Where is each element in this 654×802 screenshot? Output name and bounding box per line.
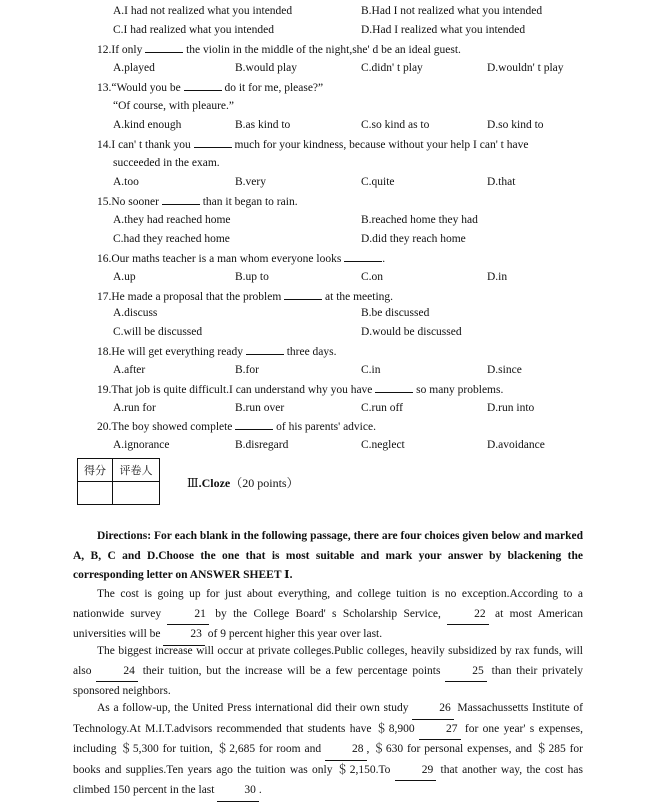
grader-header: 评卷人: [113, 459, 160, 482]
q17-option-d: D.would be discussed: [361, 326, 462, 338]
q17-option-c: C.will be discussed: [113, 326, 203, 338]
q13-option-d: D.so kind to: [487, 119, 544, 131]
q13-reply: “Of course, with pleaure.”: [113, 100, 235, 112]
q19-option-b: B.run over: [235, 402, 285, 414]
q20-option-a: A.ignorance: [113, 439, 170, 451]
blank-23: 23: [163, 625, 205, 646]
q20-option-d: D.avoidance: [487, 439, 545, 451]
answer-blank: [284, 289, 322, 300]
q13-option-b: B.as kind to: [235, 119, 291, 131]
grader-cell[interactable]: [113, 482, 160, 505]
q17-stem: 17.He made a proposal that the problem at the meeting.: [97, 291, 394, 303]
q19-option-d: D.run into: [487, 402, 535, 414]
q18-stem: 18.He will get everything ready three days.: [97, 346, 337, 358]
answer-blank: [375, 382, 413, 393]
section-title: Ⅲ.Cloze（20 points）: [187, 476, 299, 490]
blank-28: 28: [325, 740, 367, 761]
q14-stem-cont: succeeded in the exam.: [113, 157, 220, 169]
q12-option-a: A.played: [113, 62, 155, 74]
q16-option-d: D.in: [487, 271, 508, 283]
q19-option-c: C.run off: [361, 402, 403, 414]
answer-blank: [194, 137, 232, 148]
q20-option-b: B.disregard: [235, 439, 289, 451]
q12-option-c: C.didn' t play: [361, 62, 423, 74]
blank-26: 26: [412, 699, 454, 720]
score-box: [77, 458, 160, 505]
q13-option-a: A.kind enough: [113, 119, 182, 131]
q18-option-d: D.since: [487, 364, 522, 376]
answer-blank: [246, 344, 284, 355]
q16-option-b: B.up to: [235, 271, 269, 283]
q15-option-c: C.had they reached home: [113, 233, 230, 245]
q17-option-a: A.discuss: [113, 307, 158, 319]
q13-option-c: C.so kind as to: [361, 119, 430, 131]
passage-paragraph-3: As a follow-up, the United Press international did their own study 26 Massachussetts Institute of Technology.At M.I.T.advisors recommended that students have ＄8,900 27 for one year' s expenses, including ＄5,300 for tuition, ＄2,685 for room and 28 , ＄630 for personal expenses, and ＄285 for books and supplies.Ten years ago the tuition was only ＄2,150.To 29 that another way, the cost has climbed 150 percent in the last 30 .: [73, 699, 583, 802]
q19-option-a: A.run for: [113, 402, 156, 414]
answer-blank: [145, 42, 183, 53]
blank-21: 21: [167, 605, 209, 626]
answer-blank: [162, 194, 200, 205]
blank-22: 22: [447, 605, 489, 626]
q11-option-b: B.Had I not realized what you intended: [361, 5, 543, 17]
q15-option-a: A.they had reached home: [113, 214, 231, 226]
blank-29: 29: [395, 761, 437, 782]
q15-option-b: B.reached home they had: [361, 214, 478, 226]
q14-option-a: A.too: [113, 176, 139, 188]
blank-24: 24: [96, 662, 138, 683]
directions: Directions: For each blank in the following passage, there are four choices given below and marked A, B, C and D.Choose the one that is most suitable and mark your answer by blackening the corresponding letter on ANSWER SHEET Ⅰ.: [73, 530, 584, 581]
q12-option-b: B.would play: [235, 62, 297, 74]
score-cell[interactable]: [78, 482, 113, 505]
q16-option-a: A.up: [113, 271, 136, 283]
q11-option-a: A.I had not realized what you intended: [113, 5, 293, 17]
q16-stem: 16.Our maths teacher is a man whom everyone looks .: [97, 253, 386, 265]
blank-25: 25: [445, 662, 487, 683]
q15-option-d: D.did they reach home: [361, 233, 466, 245]
answer-blank: [344, 251, 382, 262]
answer-blank: [235, 419, 273, 430]
q14-option-b: B.very: [235, 176, 266, 188]
q15-stem: 15.No sooner than it began to rain.: [97, 196, 298, 208]
q18-option-c: C.in: [361, 364, 381, 376]
score-header: 得分: [78, 459, 113, 482]
q11-option-d: D.Had I realized what you intended: [361, 24, 526, 36]
q14-stem: 14.I can' t thank you much for your kindness, because without your help I can' t have: [97, 139, 529, 151]
q12-stem: 12.If only the violin in the middle of the night,she' d be an ideal guest.: [97, 44, 461, 56]
q18-option-b: B.for: [235, 364, 259, 376]
q20-option-c: C.neglect: [361, 439, 405, 451]
q14-option-d: D.that: [487, 176, 516, 188]
q11-option-c: C.I had realized what you intended: [113, 24, 274, 36]
passage-paragraph-2: The biggest increase will occur at private colleges.Public colleges, heavily subsidized by rax funds, will also 24 their tuition, but the increase will be a few percentage points 25 than their privately sponsored neighbors.: [73, 645, 584, 697]
q14-option-c: C.quite: [361, 176, 395, 188]
answer-blank: [184, 80, 222, 91]
q19-stem: 19.That job is quite difficult.I can understand why you have so many problems.: [97, 384, 504, 396]
q20-stem: 20.The boy showed complete of his parents' advice.: [97, 421, 376, 433]
q17-option-b: B.be discussed: [361, 307, 430, 319]
q16-option-c: C.on: [361, 271, 384, 283]
blank-30: 30: [217, 781, 259, 802]
q13-stem: 13.“Would you be do it for me, please?”: [97, 82, 324, 94]
q12-option-d: D.wouldn' t play: [487, 62, 564, 74]
blank-27: 27: [419, 720, 461, 741]
passage-paragraph-1: The cost is going up for just about everything, and college tuition is no exception.According to a nationwide survey 21 by the College Board' s Scholarship Service, 22 at most American universities will be 23 of 9 percent higher this year over last.: [73, 585, 583, 646]
q18-option-a: A.after: [113, 364, 146, 376]
